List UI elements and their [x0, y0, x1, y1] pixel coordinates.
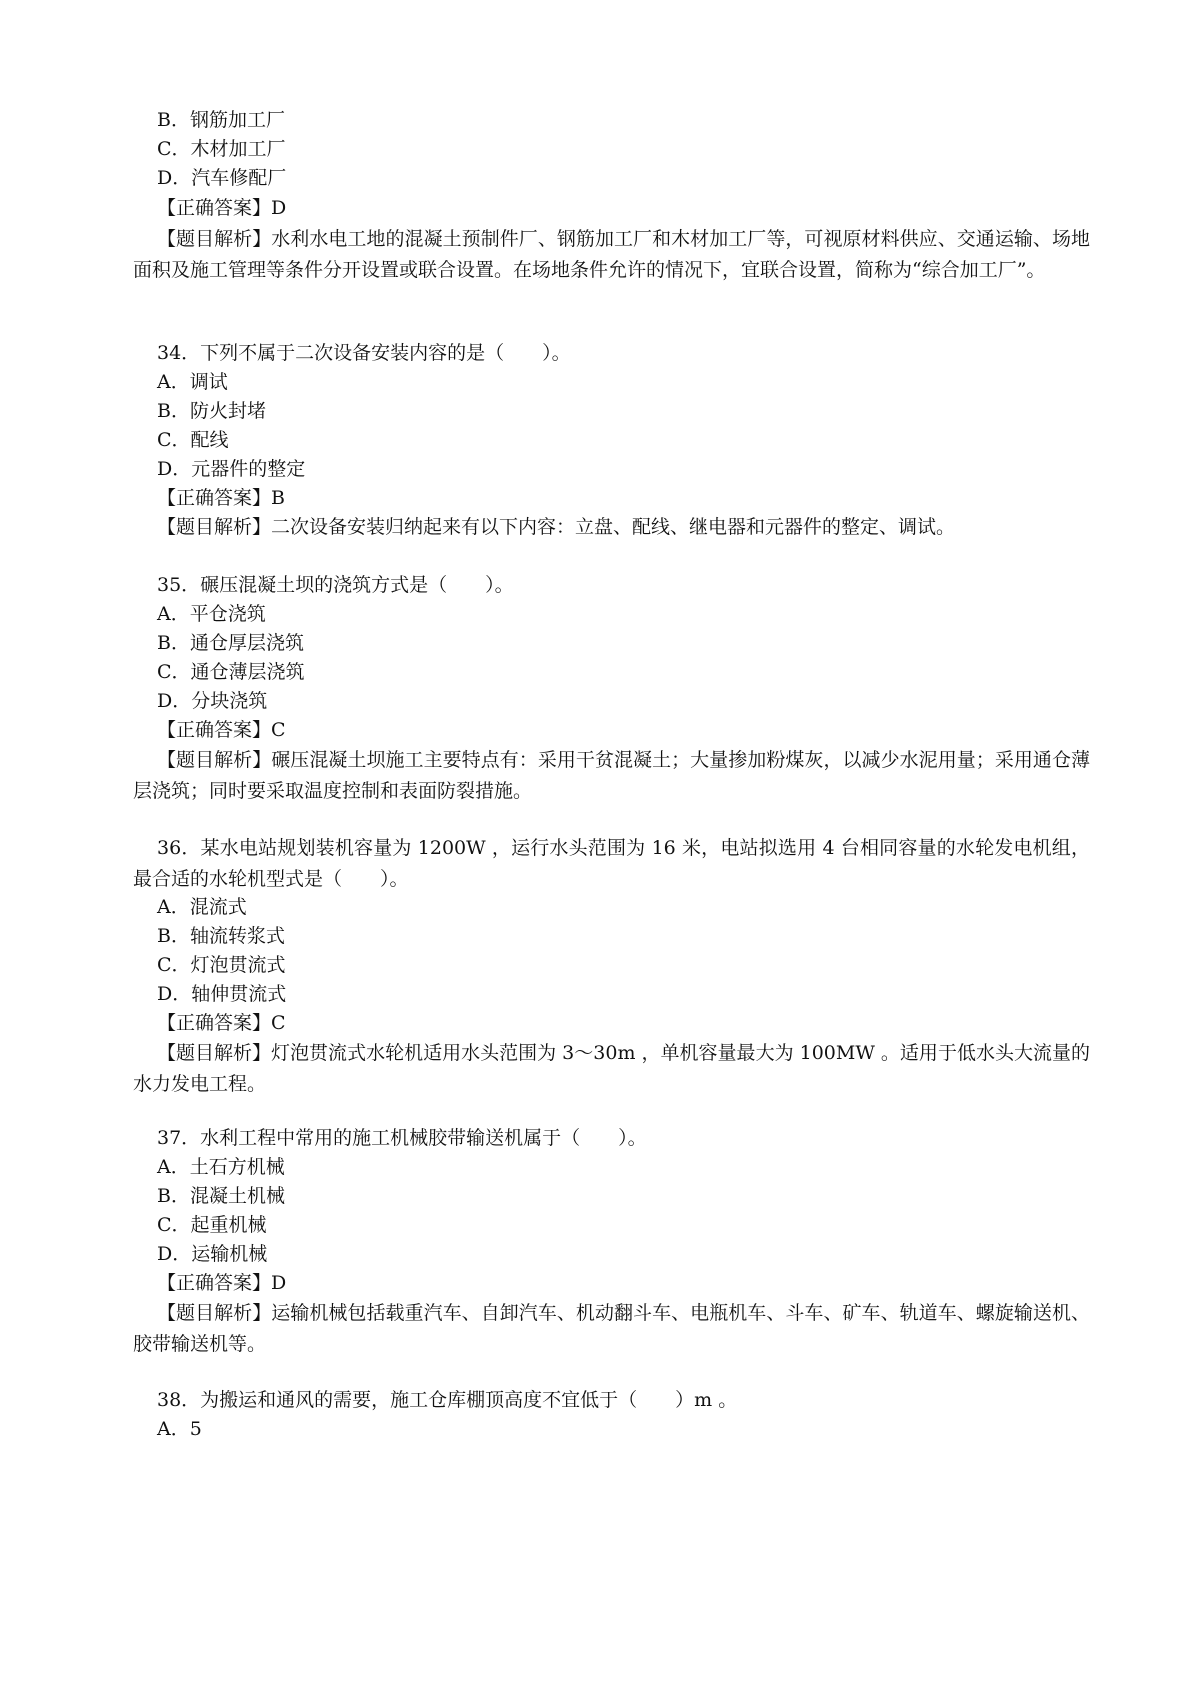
q35-option-a: A．平仓浇筑	[157, 603, 266, 625]
q34-option-d: D．元器件的整定	[157, 458, 306, 480]
q34-option-b: B．防火封堵	[157, 400, 266, 422]
q35-option-c: C．通仓薄层浇筑	[157, 661, 305, 683]
q37-option-c: C．起重机械	[157, 1214, 267, 1236]
q37-answer: 【正确答案】D	[157, 1272, 287, 1294]
q36-option-b: B．轴流转浆式	[157, 925, 285, 947]
q34-answer: 【正确答案】B	[157, 487, 285, 509]
q38-option-a: A．5	[157, 1418, 202, 1440]
q37-stem: 37．水利工程中常用的施工机械胶带输送机属于（ ）。	[157, 1127, 647, 1149]
q36-answer: 【正确答案】C	[157, 1012, 286, 1034]
q35-option-b: B．通仓厚层浇筑	[157, 632, 304, 654]
q37-analysis: 【题目解析】运输机械包括载重汽车、自卸汽车、机动翻斗车、电瓶机车、斗车、矿车、轨道车、螺旋输送机、胶带输送机等。	[133, 1302, 1090, 1355]
q34-analysis: 【题目解析】二次设备安装归纳起来有以下内容：立盘、配线、继电器和元器件的整定、调试。	[157, 516, 956, 538]
q33-option-d: D．汽车修配厂	[157, 167, 287, 189]
q38-stem: 38．为搬运和通风的需要，施工仓库棚顶高度不宜低于（ ）m 。	[157, 1389, 738, 1411]
q35-stem: 35．碾压混凝土坝的浇筑方式是（ ）。	[157, 574, 514, 596]
q37-option-d: D．运输机械	[157, 1243, 268, 1265]
q35-option-d: D．分块浇筑	[157, 690, 268, 712]
q36-option-c: C．灯泡贯流式	[157, 954, 286, 976]
q36-stem: 36．某水电站规划装机容量为 1200W ，运行水头范围为 16 米，电站拟选用 4 台相同容量的水轮发电机组，最合适的水轮机型式是（ ）。	[133, 837, 1090, 890]
q33-answer: 【正确答案】D	[157, 197, 287, 219]
q33-option-b: B．钢筋加工厂	[157, 109, 285, 131]
q35-analysis: 【题目解析】碾压混凝土坝施工主要特点有：采用干贫混凝土；大量掺加粉煤灰，以减少水泥用量；采用通仓薄层浇筑；同时要采取温度控制和表面防裂措施。	[133, 749, 1090, 802]
q33-analysis: 【题目解析】水利水电工地的混凝土预制件厂、钢筋加工厂和木材加工厂等，可视原材料供应、交通运输、场地面积及施工管理等条件分开设置或联合设置。在场地条件允许的情况下，宜联合设置，简称为“综合加工厂”。	[133, 228, 1090, 281]
q37-option-a: A．土石方机械	[157, 1156, 285, 1178]
q34-option-c: C．配线	[157, 429, 229, 451]
q36-option-d: D．轴伸贯流式	[157, 983, 287, 1005]
q37-option-b: B．混凝土机械	[157, 1185, 285, 1207]
q34-option-a: A．调试	[157, 371, 228, 393]
q35-answer: 【正确答案】C	[157, 719, 286, 741]
q33-option-c: C．木材加工厂	[157, 138, 286, 160]
q36-analysis: 【题目解析】灯泡贯流式水轮机适用水头范围为 3～30m ，单机容量最大为 100MW 。适用于低水头大流量的水力发电工程。	[133, 1042, 1090, 1095]
q36-option-a: A．混流式	[157, 896, 247, 918]
q34-stem: 34．下列不属于二次设备安装内容的是（ ）。	[157, 342, 571, 364]
